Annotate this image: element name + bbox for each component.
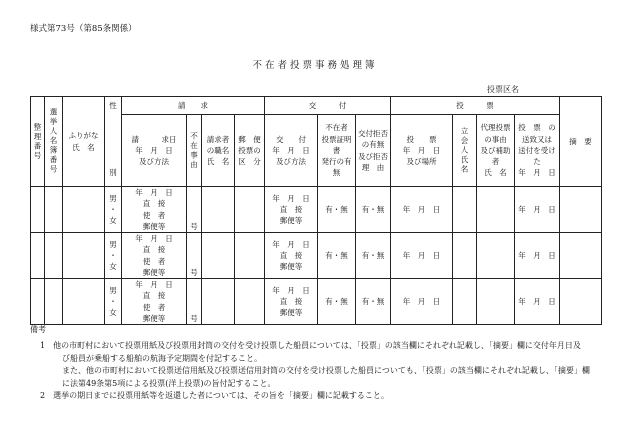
cell-tohyo-date: 年 月 日 <box>391 279 453 325</box>
cell-go: 号 <box>187 187 202 233</box>
page-title: 不在者投票事務処理簿 <box>252 60 378 71</box>
col-seiri-bango: 整理番号 <box>31 97 45 187</box>
register-table <box>30 96 602 325</box>
col-soutatsu: 投 票 の 送致又は 送付を受けた 年 月 日 <box>515 115 560 187</box>
col-shomeisho: 不在者 投票証明書 発行の有無 <box>318 115 356 187</box>
cell-seikyusha <box>202 279 235 325</box>
cell-shomeisho: 有・無 <box>318 233 356 279</box>
cell-tachiainin <box>453 187 477 233</box>
notes-section <box>30 324 610 402</box>
cell-go: 号 <box>187 233 202 279</box>
cell-seiri-bango <box>31 279 45 325</box>
note-1-line-4: に法第49条第5項による投票(洋上投票)の旨付記すること。 <box>62 378 276 388</box>
cell-shimei <box>63 279 105 325</box>
cell-kyohi: 有・無 <box>356 279 391 325</box>
district-label: 投票区名 <box>487 85 519 94</box>
cell-soutatsu: 年 月 日 <box>515 233 560 279</box>
cell-go: 号 <box>187 279 202 325</box>
col-seikyusha: 請求者 の職名 氏 名 <box>202 115 235 187</box>
col-kofu-kyohi: 交付拒否 の有無 及び拒否 理 由 <box>356 115 391 187</box>
cell-yubin-kubun <box>235 233 265 279</box>
note-1-line-2: び船員が乗船する船舶の航海予定期間を付記すること。 <box>62 353 262 363</box>
note-1-line-1: 1 他の市町村において投票用紙及び投票用封筒の交付を受け投票した船員については、「投票」の該当欄にそれぞれ記載し、「摘要」欄に交付年月日及 <box>40 341 581 351</box>
col-sex: 性 別 <box>105 97 122 187</box>
cell-yubin-kubun <box>235 279 265 325</box>
notes-heading: 備考 <box>30 325 46 334</box>
table-row <box>31 187 602 233</box>
cell-seikyu: 年 月 日 直 接 使 者 郵便等 <box>122 187 187 233</box>
cell-senkyonin-bango <box>45 233 63 279</box>
cell-shimei <box>63 187 105 233</box>
cell-shomeisho: 有・無 <box>318 187 356 233</box>
cell-tachiainin <box>453 279 477 325</box>
cell-kyohi: 有・無 <box>356 233 391 279</box>
cell-sex: 男 ・ 女 <box>105 187 122 233</box>
cell-tekiyo <box>560 279 602 325</box>
cell-soutatsu: 年 月 日 <box>515 187 560 233</box>
col-tekiyo: 摘 要 <box>560 97 602 187</box>
cell-kofu: 年 月 日 直 接 郵便等 <box>265 187 318 233</box>
col-senkyonin-bango: 選挙人名簿番号 <box>45 97 63 187</box>
cell-seikyusha <box>202 233 235 279</box>
cell-shimei <box>63 233 105 279</box>
cell-dairi-tohyo <box>477 279 515 325</box>
cell-shomeisho: 有・無 <box>318 279 356 325</box>
cell-soutatsu: 年 月 日 <box>515 279 560 325</box>
cell-kyohi: 有・無 <box>356 187 391 233</box>
cell-senkyonin-bango <box>45 279 63 325</box>
group-kofu: 交 付 <box>265 97 391 115</box>
cell-kofu: 年 月 日 直 接 郵便等 <box>265 233 318 279</box>
col-dairi-tohyo: 代理投票 の事由 及び補助者 氏 名 <box>477 115 515 187</box>
cell-sex: 男 ・ 女 <box>105 279 122 325</box>
cell-sex: 男 ・ 女 <box>105 233 122 279</box>
group-tohyo: 投 票 <box>391 97 560 115</box>
cell-dairi-tohyo <box>477 187 515 233</box>
cell-tohyo-date: 年 月 日 <box>391 233 453 279</box>
table-row <box>31 279 602 325</box>
col-seikyu-date: 請 求日 年 月 日 及び方法 <box>122 115 187 187</box>
col-tachiainin: 立会人氏名 <box>453 115 477 187</box>
cell-senkyonin-bango <box>45 187 63 233</box>
cell-seikyu: 年 月 日 直 接 使 者 郵便等 <box>122 279 187 325</box>
col-fuzai-jiyu: 不在事由 <box>187 115 202 187</box>
form-number: 様式第73号（第85条関係） <box>30 24 137 34</box>
col-tohyo-date: 投 票 年 月 日 及び場所 <box>391 115 453 187</box>
cell-tachiainin <box>453 233 477 279</box>
cell-seikyusha <box>202 187 235 233</box>
col-yubin-kubun: 郵 便 投票の 区 分 <box>235 115 265 187</box>
table-row <box>31 233 602 279</box>
note-2: 2 選挙の期日までに投票用紙等を返還した者については、その旨を「摘要」欄に記載すること。 <box>40 390 389 400</box>
cell-dairi-tohyo <box>477 233 515 279</box>
cell-yubin-kubun <box>235 187 265 233</box>
cell-tekiyo <box>560 233 602 279</box>
cell-seiri-bango <box>31 187 45 233</box>
cell-seiri-bango <box>31 233 45 279</box>
cell-tohyo-date: 年 月 日 <box>391 187 453 233</box>
col-furigana-shimei: ふりがな 氏 名 <box>63 97 105 187</box>
cell-kofu: 年 月 日 直 接 郵便等 <box>265 279 318 325</box>
cell-tekiyo <box>560 187 602 233</box>
cell-seikyu: 年 月 日 直 接 使 者 郵便等 <box>122 233 187 279</box>
group-seikyu: 請 求 <box>122 97 265 115</box>
col-kofu-date: 交 付 年 月 日 及び方法 <box>265 115 318 187</box>
note-1-line-3: また、他の市町村において投票送信用紙及び投票送信用封筒の交付を受け投票した船員についても、「投票」の該当欄にそれぞれ記載し、「摘要」欄 <box>62 366 590 376</box>
